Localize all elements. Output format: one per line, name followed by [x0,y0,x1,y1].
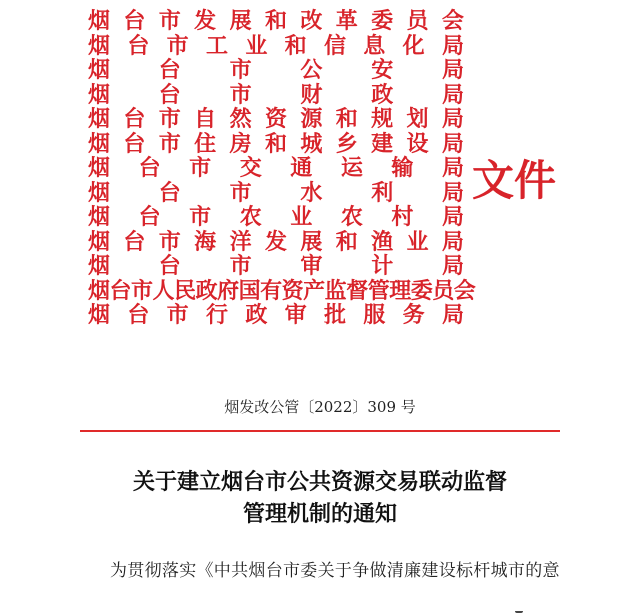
issuer-name: 烟 台 市 人 民 政 府 国 有 资 产 监 督 管 理 委 员 会 [88,278,476,304]
issuer-name: 烟 台 市 自 然 资 源 和 规 划 局 [88,107,464,132]
issuer-name: 烟 台 市 公 安 局 [88,58,464,83]
issuer-name: 烟 台 市 行 政 审 批 服 务 局 [88,303,464,328]
issuer-name: 烟 台 市 住 房 和 城 乡 建 设 局 [88,131,464,157]
red-divider [80,430,560,432]
document-number: 烟发改公管〔2022〕309 号 [224,398,416,416]
issuer-name: 烟 台 市 发 展 和 改 革 委 员 会 [88,9,464,34]
scan-artifact [515,607,523,613]
issuer-name: 烟 台 市 财 政 局 [88,82,464,108]
issuer-name: 烟 台 市 交 通 运 输 局 [88,156,464,181]
issuer-name: 烟 台 市 审 计 局 [88,254,464,279]
document-title [0,466,640,530]
issuer-name: 烟 台 市 水 利 局 [88,180,464,206]
body-paragraph: 为贯彻落实《中共烟台市委关于争做清廉建设标杆城市的意 [110,561,560,581]
document-title-line: 关于建立烟台市公共资源交易联动监督 [132,469,507,495]
issuer-name: 烟 台 市 农 业 农 村 局 [88,205,464,230]
document-title-line: 管理机制的通知 [242,501,397,527]
document-suffix-label: 文件 [472,156,557,205]
issuer-list [88,9,476,329]
issuer-name: 烟 台 市 工 业 和 信 息 化 局 [88,33,464,59]
issuer-name: 烟 台 市 海 洋 发 展 和 渔 业 局 [88,229,464,255]
